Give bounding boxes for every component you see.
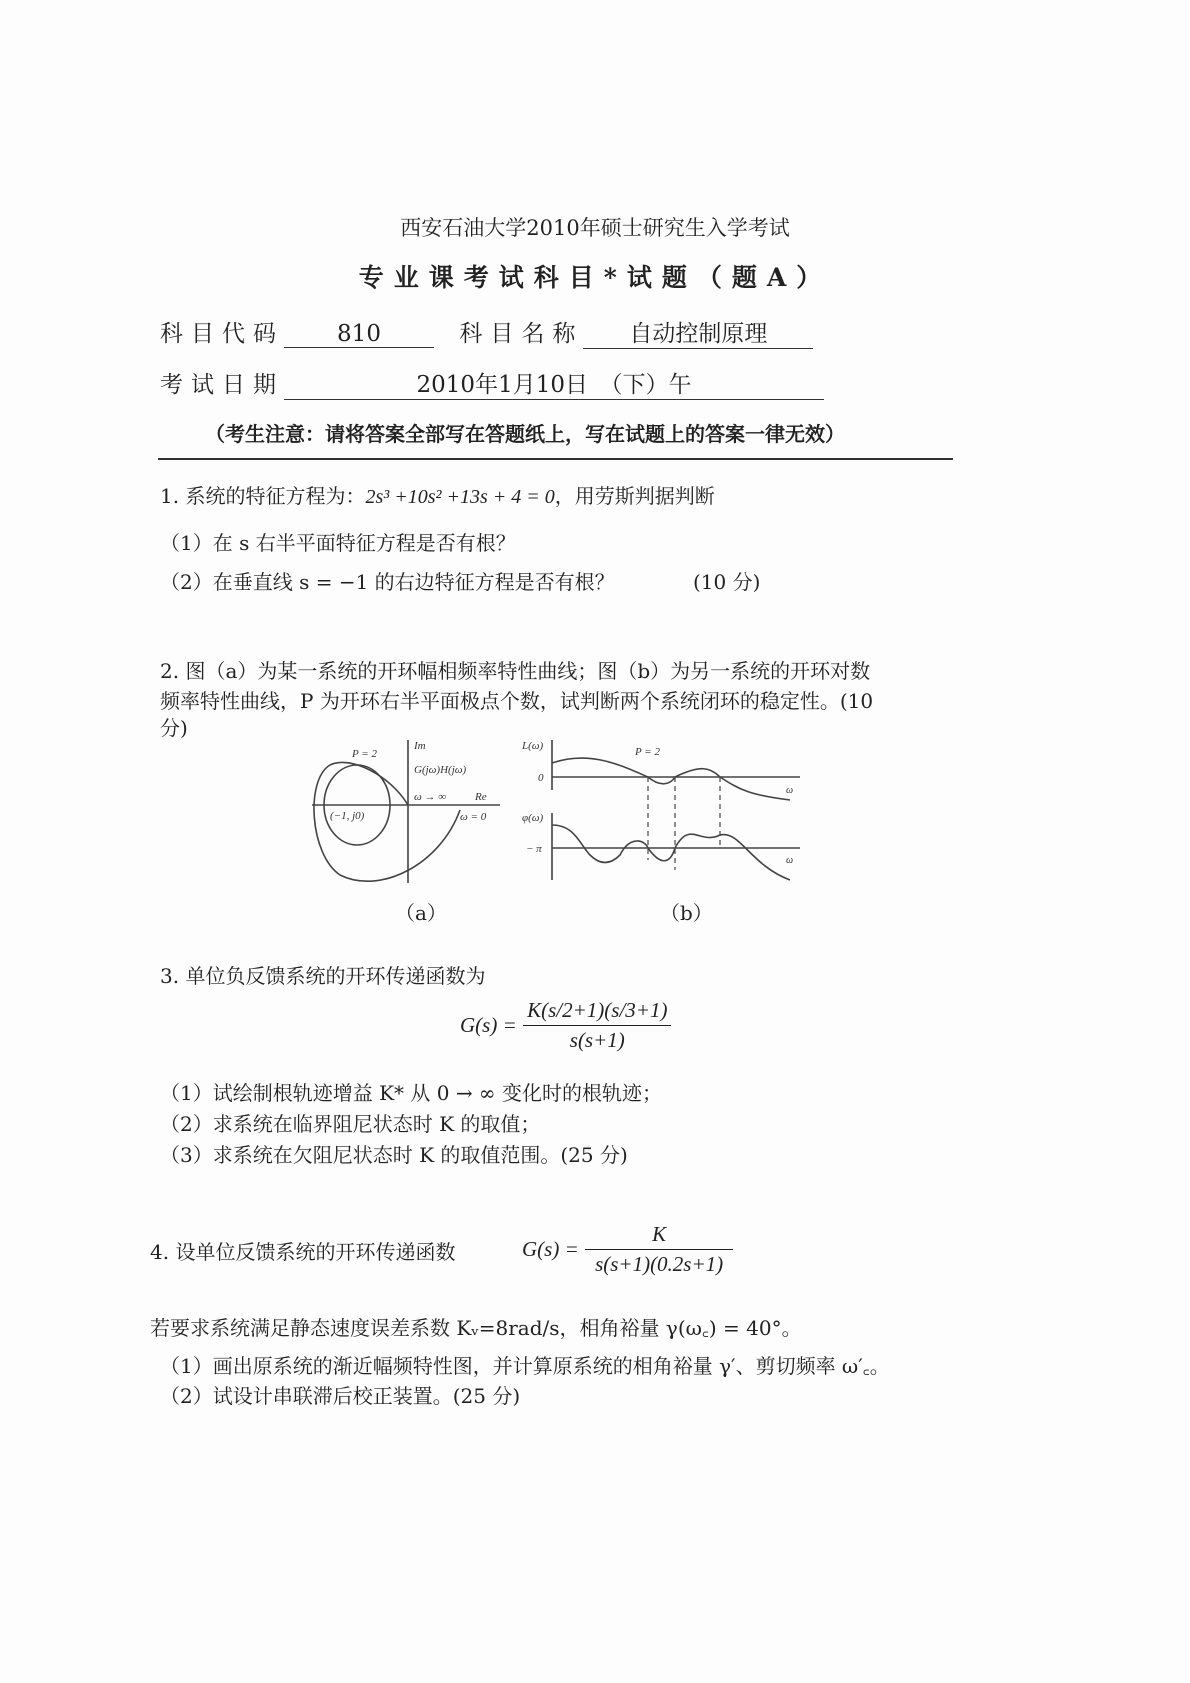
- q3-denominator: s(s+1): [569, 1028, 625, 1052]
- fig-b-l-label: L(ω): [522, 740, 544, 752]
- university-line: 西安石油大学2010年硕士研究生入学考试: [400, 216, 790, 240]
- fig-a-re-label: Re: [475, 791, 487, 803]
- date-value: 2010年1月10日 （下）午: [284, 366, 824, 400]
- notice: （考生注意：请将答案全部写在答题纸上，写在试题上的答案一律无效）: [205, 422, 845, 446]
- fig-b-p-label: P = 2: [635, 746, 660, 758]
- q1-equation: 2s³ +10s² +13s + 4 = 0: [365, 486, 555, 508]
- q1-stem-tail: ，用劳斯判据判断: [554, 484, 715, 508]
- q4-numerator: K: [585, 1222, 733, 1250]
- q3-sub1: （1）试绘制根轨迹增益 K* 从 0 → ∞ 变化时的根轨迹；: [160, 1081, 662, 1105]
- fig-a-omega-zero: ω = 0: [460, 811, 487, 823]
- q1-sub1: （1）在 s 右半平面特征方程是否有根？: [160, 531, 516, 555]
- fig-b-omega1: ω: [786, 785, 794, 796]
- fig-b-caption: （b）: [660, 901, 713, 925]
- q1-score: (10 分): [693, 570, 761, 594]
- date-label: 考试日期: [160, 372, 284, 398]
- fig-a-point-label: (−1, j0): [330, 810, 365, 822]
- name-value: 自动控制原理: [583, 315, 813, 349]
- q4-denominator: s(s+1)(0.2s+1): [595, 1252, 724, 1276]
- q4-requirement: 若要求系统满足静态速度误差系数 Kᵥ=8rad/s，相角裕量 γ(ω꜀) = 40°。: [150, 1316, 802, 1340]
- q2-line3: 分): [160, 716, 188, 740]
- q4-fraction: [585, 1222, 733, 1277]
- magnitude-curve: [552, 758, 790, 800]
- q1-stem-text: 1. 系统的特征方程为：: [160, 484, 366, 508]
- q4-lhs: G(s) =: [522, 1237, 579, 1261]
- q4-formula: [522, 1222, 733, 1277]
- fig-a-omega-inf: ω → ∞: [414, 791, 447, 803]
- fig-b-phi-label: φ(ω): [522, 812, 544, 824]
- fig-a-caption: （a）: [395, 901, 447, 925]
- q4-stem: 4. 设单位反馈系统的开环传递函数: [150, 1240, 456, 1264]
- q3-sub2: （2）求系统在临界阻尼状态时 K 的取值；: [160, 1112, 541, 1136]
- q3-numerator: K(s/2+1)(s/3+1): [523, 998, 671, 1026]
- fig-b-omega2: ω: [786, 855, 794, 866]
- q2-line2: 频率特性曲线，P 为开环右半平面极点个数，试判断两个系统闭环的稳定性。(10: [160, 689, 874, 713]
- q3-stem: 3. 单位负反馈系统的开环传递函数为: [160, 964, 486, 988]
- q3-lhs: G(s) =: [460, 1013, 517, 1037]
- q3-sub3: （3）求系统在欠阻尼状态时 K 的取值范围。(25 分): [160, 1143, 628, 1167]
- q3-formula: [460, 998, 671, 1053]
- code-label: 科目代码: [160, 321, 284, 347]
- fig-a-gh-label: G(jω)H(jω): [414, 764, 467, 776]
- fig-a-im-label: Im: [414, 740, 426, 752]
- divider: [158, 458, 953, 460]
- q3-fraction: [523, 998, 671, 1053]
- q1-stem: [160, 480, 715, 509]
- fig-b-pi-label: − π: [526, 843, 542, 855]
- q2-line1: 2. 图（a）为某一系统的开环幅相频率特性曲线；图（b）为另一系统的开环对数: [160, 659, 871, 683]
- figure-a-b: [300, 735, 800, 885]
- q4-sub1: （1）画出原系统的渐近幅频特性图，并计算原系统的相角裕量 γ′、剪切频率 ω′꜀。: [160, 1354, 890, 1378]
- q1-sub2: （2）在垂直线 s = −1 的右边特征方程是否有根？: [160, 570, 615, 594]
- q4-sub2: （2）试设计串联滞后校正装置。(25 分): [160, 1384, 521, 1408]
- subject-info-row: [160, 315, 813, 349]
- name-label: 科目名称: [459, 321, 584, 347]
- figure-b-bode: [552, 740, 800, 880]
- date-row: [160, 366, 824, 400]
- code-value: 810: [284, 321, 434, 348]
- fig-b-zero-label: 0: [538, 772, 544, 784]
- fig-a-p-label: P = 2: [352, 748, 377, 760]
- exam-subtitle: 专业课考试科目*试题（题A）: [358, 263, 832, 292]
- phase-curve: [552, 825, 790, 880]
